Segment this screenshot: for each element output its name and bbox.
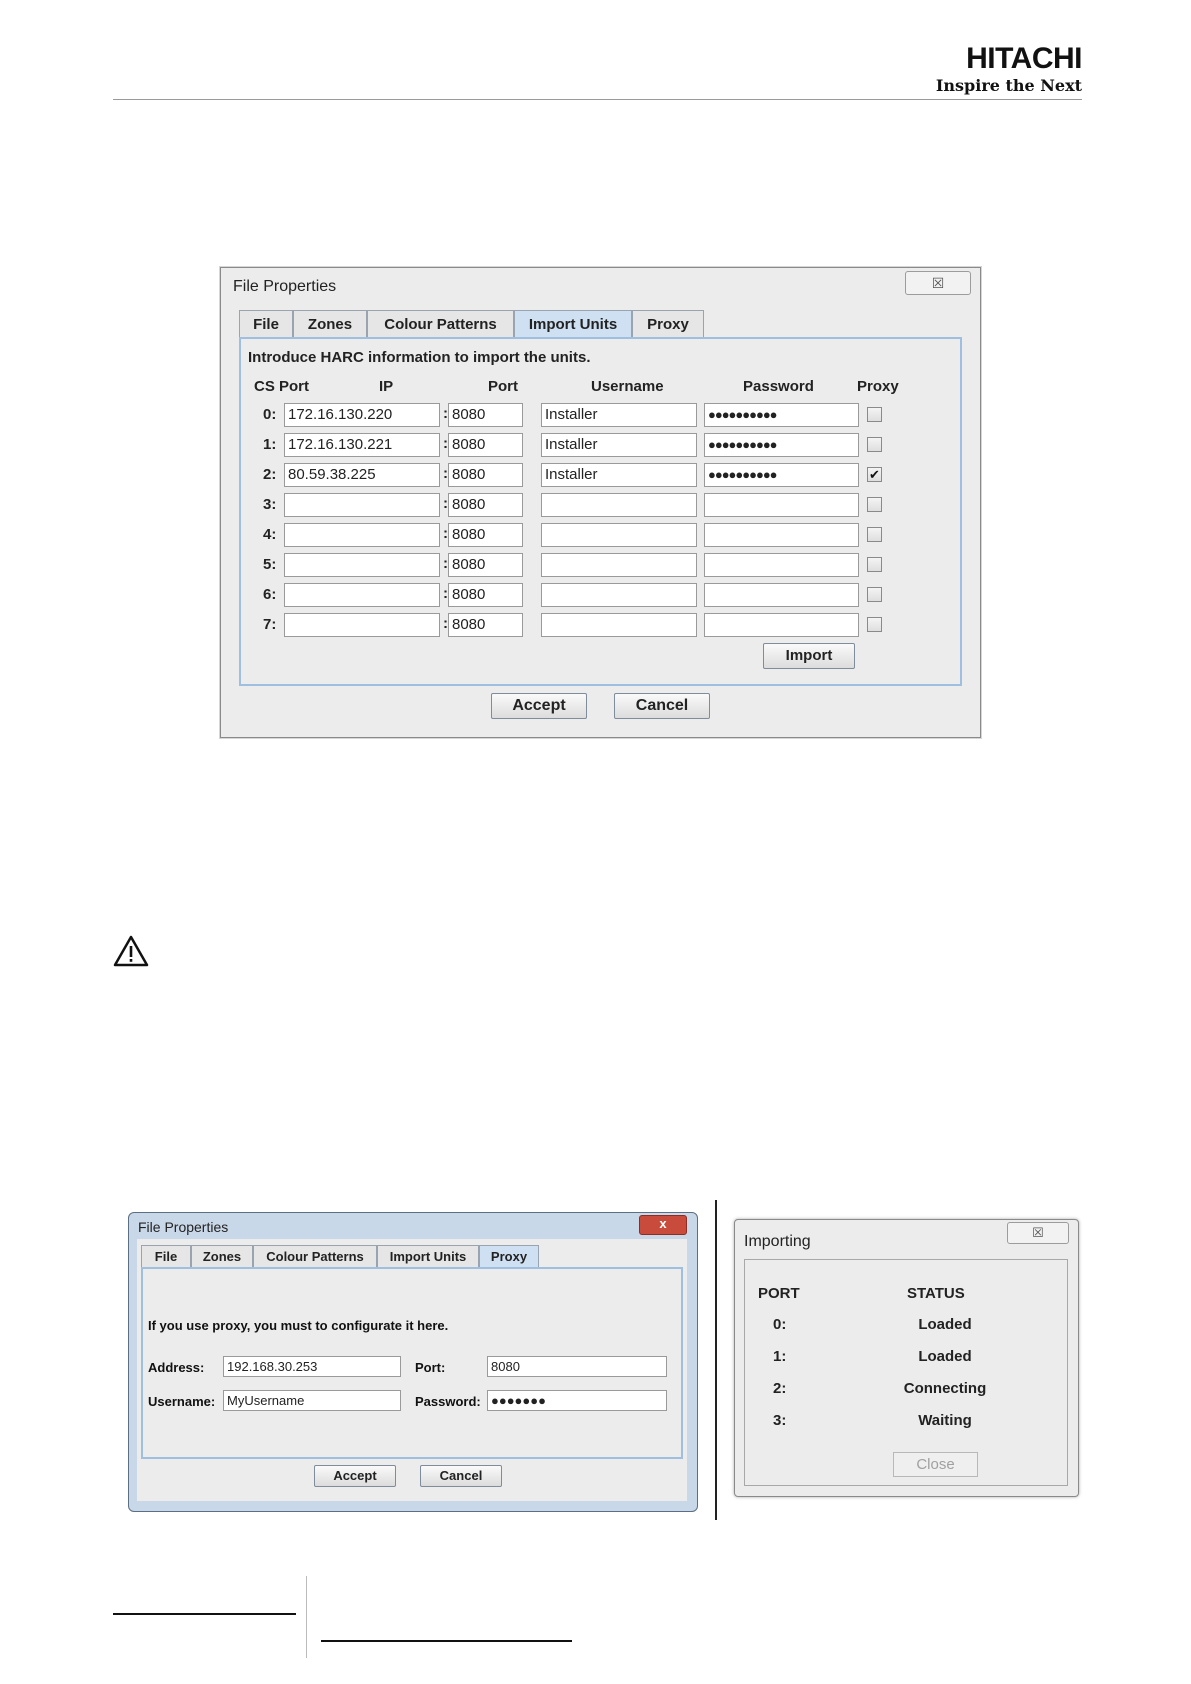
close-button[interactable] (639, 1215, 687, 1235)
port-field[interactable]: 8080 (448, 523, 523, 547)
status-value: Loaded (918, 1316, 972, 1333)
cs-port-label: 3: (263, 496, 277, 513)
cs-port-label: 6: (263, 586, 277, 603)
cs-port-label: 2: (263, 466, 277, 483)
close-button[interactable] (1007, 1222, 1069, 1244)
username-field[interactable]: Installer (541, 433, 697, 457)
close-icon: ☒ (931, 275, 945, 291)
tab-file[interactable]: File (239, 310, 293, 338)
cs-port-label: 1: (263, 436, 277, 453)
ip-field[interactable] (284, 523, 440, 547)
password-field[interactable]: ●●●●●●●●●● (704, 463, 859, 487)
close-icon: x (659, 1216, 667, 1231)
ip-port-separator: : (443, 585, 448, 602)
proxy-checkbox[interactable] (867, 437, 882, 452)
tab-zones[interactable]: Zones (293, 310, 367, 338)
close-icon: ☒ (1032, 1225, 1044, 1240)
ip-field[interactable] (284, 583, 440, 607)
brand-tagline: Inspire the Next (935, 76, 1082, 95)
close-button[interactable] (905, 271, 971, 295)
warning-triangle-icon (113, 935, 149, 967)
username-field[interactable]: Installer (541, 403, 697, 427)
intro-text: If you use proxy, you must to configurate it here. (148, 1318, 449, 1333)
hitachi-logo (922, 44, 1082, 95)
password-field[interactable] (704, 523, 859, 547)
cs-port-label: 5: (263, 556, 277, 573)
header-password: Password (743, 378, 814, 395)
cancel-button[interactable]: Cancel (420, 1465, 502, 1487)
username-field[interactable] (541, 553, 697, 577)
port-label: Port: (415, 1360, 446, 1375)
tab-proxy[interactable]: Proxy (632, 310, 704, 338)
dialog-title: File Properties (138, 1219, 229, 1235)
ip-field[interactable]: 172.16.130.221 (284, 433, 440, 457)
cancel-button[interactable]: Cancel (614, 693, 710, 719)
port-number: 1: (773, 1348, 787, 1365)
brand-name: HITACHI (966, 42, 1082, 75)
ip-port-separator: : (443, 555, 448, 572)
intro-text: Introduce HARC information to import the units. (248, 349, 591, 366)
proxy-checkbox[interactable] (867, 497, 882, 512)
username-field[interactable]: Installer (541, 463, 697, 487)
port-field[interactable]: 8080 (448, 403, 523, 427)
ip-port-separator: : (443, 465, 448, 482)
file-properties-import-dialog (220, 267, 981, 738)
proxy-checkbox[interactable] (867, 587, 882, 602)
import-units-panel (239, 337, 962, 686)
password-field[interactable] (704, 493, 859, 517)
status-value: Waiting (918, 1412, 972, 1429)
ip-port-separator: : (443, 495, 448, 512)
header-username: Username (591, 378, 664, 395)
tab-bar (141, 1245, 539, 1267)
header-cs-port: CS Port (254, 378, 310, 395)
tab-import-units[interactable]: Import Units (377, 1245, 479, 1268)
ip-field[interactable]: 80.59.38.225 (284, 463, 440, 487)
tab-proxy[interactable]: Proxy (479, 1245, 539, 1268)
header-status: STATUS (907, 1285, 965, 1302)
password-field[interactable] (704, 613, 859, 637)
header-ip: IP (379, 378, 394, 395)
port-field[interactable]: 8080 (448, 433, 523, 457)
password-field[interactable] (704, 583, 859, 607)
ip-field[interactable] (284, 553, 440, 577)
username-field[interactable] (541, 613, 697, 637)
port-field[interactable]: 8080 (448, 553, 523, 577)
username-label: Username: (148, 1394, 216, 1409)
password-field[interactable] (704, 553, 859, 577)
status-value: Loaded (918, 1348, 972, 1365)
password-field[interactable]: ●●●●●●●●●● (704, 403, 859, 427)
cs-port-label: 4: (263, 526, 277, 543)
tab-zones[interactable]: Zones (191, 1245, 253, 1268)
ip-port-separator: : (443, 525, 448, 542)
port-field[interactable]: 8080 (487, 1356, 667, 1377)
cs-port-label: 0: (263, 406, 277, 423)
password-field[interactable]: ●●●●●●● (487, 1390, 667, 1411)
footer-divider (306, 1576, 307, 1658)
ip-field[interactable]: 172.16.130.220 (284, 403, 440, 427)
proxy-checkbox[interactable] (867, 617, 882, 632)
port-number: 0: (773, 1316, 787, 1333)
header-proxy: Proxy (857, 378, 899, 395)
tab-bar (239, 310, 704, 337)
accept-button[interactable]: Accept (491, 693, 587, 719)
ip-field[interactable] (284, 493, 440, 517)
dialog-title: File Properties (233, 278, 337, 295)
ip-port-separator: : (443, 615, 448, 632)
footer-rule-right (321, 1640, 572, 1642)
import-button[interactable]: Import (763, 643, 855, 669)
port-number: 3: (773, 1412, 787, 1429)
proxy-checkbox[interactable]: ✔ (867, 467, 882, 482)
status-value: Connecting (903, 1380, 987, 1397)
password-field[interactable]: ●●●●●●●●●● (704, 433, 859, 457)
dialog-title: Importing (744, 1233, 811, 1250)
importing-dialog (734, 1219, 1079, 1497)
ip-field[interactable] (284, 613, 440, 637)
header-divider (113, 99, 1082, 100)
username-field[interactable] (541, 523, 697, 547)
header-port: Port (488, 378, 518, 395)
status-panel (744, 1259, 1068, 1486)
vertical-separator (715, 1200, 717, 1520)
header-port: PORT (758, 1285, 800, 1302)
tab-colour-patterns[interactable]: Colour Patterns (253, 1245, 377, 1268)
port-field[interactable]: 8080 (448, 493, 523, 517)
tab-import-units[interactable]: Import Units (514, 310, 632, 338)
address-field[interactable]: 192.168.30.253 (223, 1356, 401, 1377)
dialog-body (137, 1239, 687, 1501)
file-properties-proxy-dialog (128, 1212, 698, 1512)
password-label: Password: (415, 1394, 481, 1409)
port-field[interactable]: 8080 (448, 583, 523, 607)
tab-colour-patterns[interactable]: Colour Patterns (367, 310, 514, 338)
username-field[interactable] (541, 583, 697, 607)
cs-port-label: 7: (263, 616, 277, 633)
ip-port-separator: : (443, 405, 448, 422)
username-field[interactable]: MyUsername (223, 1390, 401, 1411)
accept-button[interactable]: Accept (314, 1465, 396, 1487)
port-number: 2: (773, 1380, 787, 1397)
ip-port-separator: : (443, 435, 448, 452)
proxy-checkbox[interactable] (867, 527, 882, 542)
address-label: Address: (148, 1360, 205, 1375)
port-field[interactable]: 8080 (448, 463, 523, 487)
username-field[interactable] (541, 493, 697, 517)
close-status-button[interactable]: Close (893, 1452, 978, 1477)
port-field[interactable]: 8080 (448, 613, 523, 637)
footer-rule-left (113, 1613, 296, 1615)
proxy-checkbox[interactable] (867, 407, 882, 422)
tab-file[interactable]: File (141, 1245, 191, 1268)
proxy-panel (141, 1267, 683, 1459)
proxy-checkbox[interactable] (867, 557, 882, 572)
